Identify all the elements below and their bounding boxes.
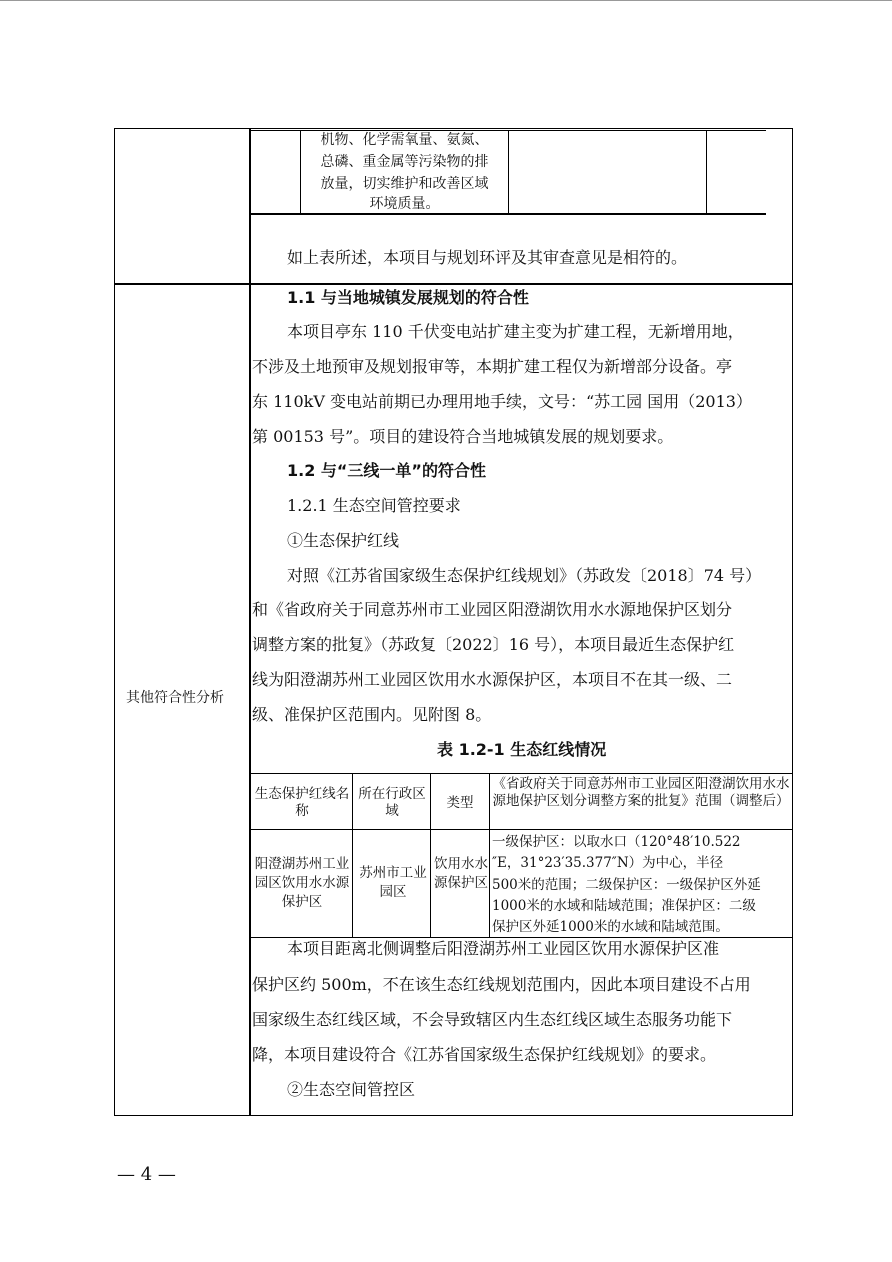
cell-region: 苏州市工业园区	[359, 865, 427, 900]
after-table-line: 降，本项目建设符合《江苏省国家级生态保护红线规划》的要求。	[252, 1045, 717, 1064]
inner-table-top	[250, 773, 793, 774]
header-type: 类型	[446, 795, 474, 811]
ecological-redline-item: ①生态保护红线	[287, 531, 400, 550]
after-table-line: 保护区约 500m，不在该生态红线规划范围内，因此本项目建设不占用	[252, 975, 751, 994]
left-column-divider	[249, 128, 251, 1116]
upper-cell-line: 环境质量。	[369, 196, 440, 212]
conclusion-text: 如上表所述，本项目与规划环评及其审查意见是相符的。	[287, 248, 688, 267]
page-number: — 4 —	[117, 1164, 176, 1185]
cell-scope-line: 500米的范围；二级保护区：一级保护区外延	[492, 877, 761, 893]
ecological-space-control-item: ②生态空间管控区	[287, 1080, 416, 1099]
section-1-2-line: 对照《江苏省国家级生态保护红线规划》（苏政发〔2018〕74 号）	[287, 566, 762, 585]
cell-scope-line: 保护区外延1000米的水域和陆域范围。	[492, 919, 729, 935]
inner-table-header-bottom	[250, 829, 793, 830]
cell-scope-line: 1000米的水域和陆域范围；准保护区：二级	[492, 898, 756, 914]
inner-table-bottom	[250, 937, 793, 938]
header-region: 所在行政区域	[358, 786, 426, 819]
inner-table-col3	[489, 773, 490, 938]
after-table-line: 本项目距离北侧调整后阳澄湖苏州工业园区饮用水源保护区准	[287, 939, 720, 958]
section-1-1-line: 第 00153 号”。项目的建设符合当地城镇发展的规划要求。	[252, 427, 674, 446]
section-1-2-1-subheading: 1.2.1 生态空间管控要求	[287, 496, 461, 515]
section-1-1-line: 不涉及土地预审及规划报审等，本期扩建工程仅为新增部分设备。亭	[252, 357, 733, 376]
upper-cell-line: 放量，切实维护和改善区域	[320, 176, 489, 192]
section-1-2-line: 和《省政府关于同意苏州市工业园区阳澄湖饮用水水源地保护区划分	[252, 600, 733, 619]
header-scope: 《省政府关于同意苏州市工业园区阳澄湖饮用水水源地保护区划分调整方案的批复》范围（调整后）	[492, 776, 790, 809]
upper-table-col2	[508, 130, 509, 214]
upper-table-col3	[706, 130, 707, 214]
section-1-1-line: 本项目亭东 110 千伏变电站扩建主变为扩建工程，无新增用地，	[287, 322, 744, 341]
left-row-label: 其他符合性分析	[126, 690, 224, 706]
section-1-1-heading: 1.1 与当地城镇发展规划的符合性	[287, 288, 529, 307]
table-caption: 表 1.2-1 生态红线情况	[437, 740, 607, 759]
upper-cell-line: 总磷、重金属等污染物的排	[320, 154, 489, 170]
cell-redline-name: 阳澄湖苏州工业园区饮用水水源保护区	[254, 856, 350, 910]
after-table-line: 国家级生态红线区域，不会导致辖区内生态红线区域生态服务功能下	[252, 1010, 733, 1029]
page-top-edge	[0, 0, 892, 1]
section-1-2-line: 线为阳澄湖苏州工业园区饮用水水源保护区，本项目不在其一级、二	[252, 670, 733, 689]
section-1-1-line: 东 110kV 变电站前期已办理用地手续，文号：“苏工园 国用（2013）	[252, 392, 752, 411]
upper-cell-line: 机物、化学需氧量、氨氮、	[320, 132, 489, 148]
section-1-2-line: 级、准保护区范围内。见附图 8。	[252, 705, 492, 724]
section-1-2-heading: 1.2 与“三线一单”的符合性	[287, 461, 486, 480]
header-redline-name: 生态保护红线名称	[254, 786, 350, 819]
cell-scope-line: 一级保护区：以取水口（120°48′10.522	[492, 834, 741, 850]
inner-table-col1	[352, 773, 353, 938]
cell-scope-line: ″E，31°23′35.377″N）为中心，半径	[492, 855, 724, 871]
main-table-frame	[114, 128, 793, 1116]
row-divider	[114, 283, 793, 285]
cell-type: 饮用水水源保护区	[434, 856, 488, 891]
section-1-2-line: 调整方案的批复》（苏政复〔2022〕16 号），本项目最近生态保护红	[252, 635, 735, 654]
